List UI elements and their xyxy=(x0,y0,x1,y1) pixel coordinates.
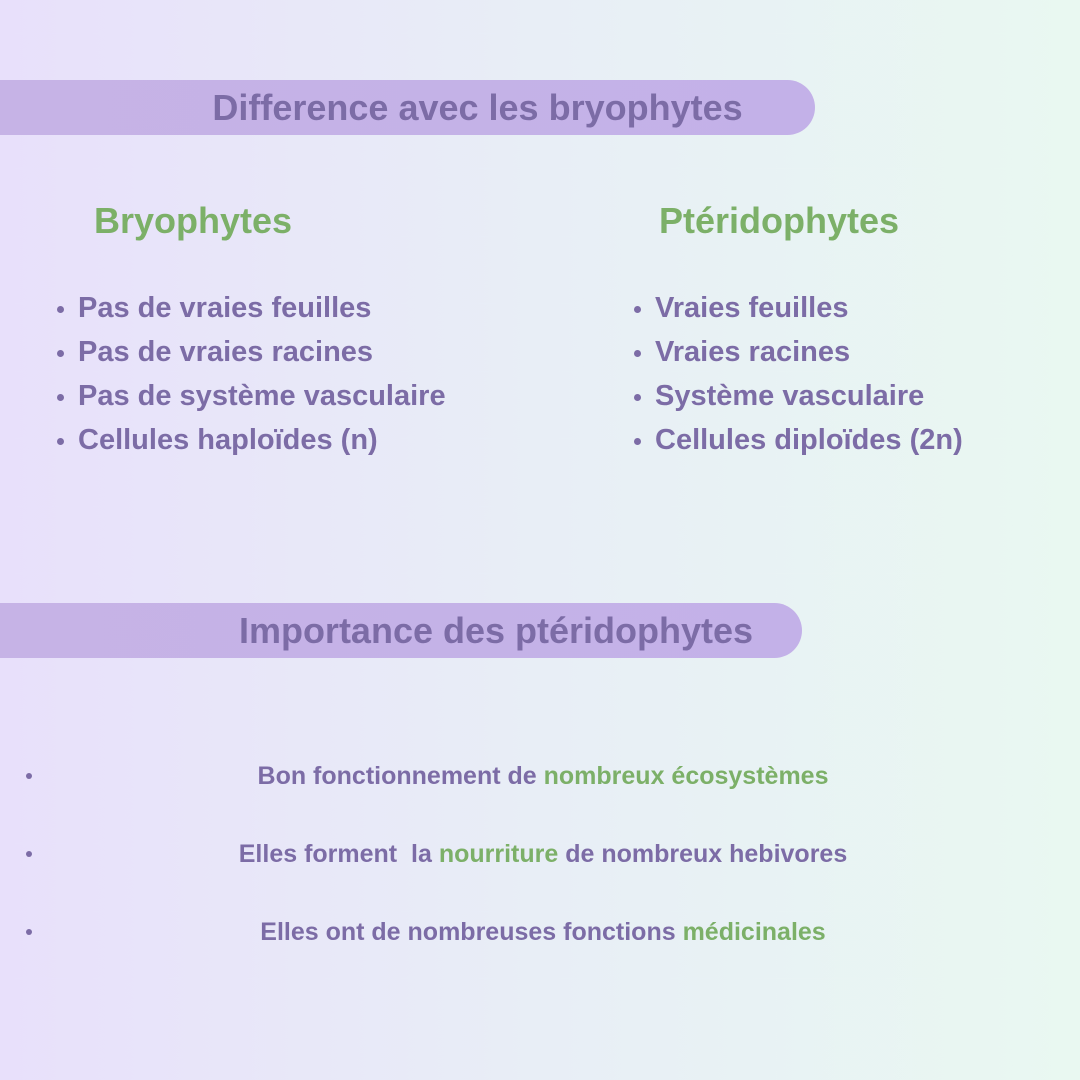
bryophytes-title: Bryophytes xyxy=(94,200,293,241)
bryophytes-list-item: Cellules haploïdes (n) xyxy=(54,418,446,462)
pteridophytes-list-item: Vraies feuilles xyxy=(631,286,963,330)
importance-text-highlight: médicinales xyxy=(682,918,826,946)
section-heading-difference xyxy=(0,80,815,135)
pteridophytes-title: Ptéridophytes xyxy=(659,200,900,241)
importance-text-plain: Elles ont de nombreuses fonctions xyxy=(260,918,683,946)
bryophytes-list-item: Pas de vraies feuilles xyxy=(54,286,446,330)
bryophytes-list xyxy=(54,286,446,462)
importance-text-highlight: nombreux écosystèmes xyxy=(543,762,829,790)
importance-item-text xyxy=(0,834,1080,874)
importance-text-highlight: nourriture xyxy=(438,840,559,868)
importance-item xyxy=(0,912,1080,952)
importance-text-plain: Bon fonctionnement de xyxy=(257,762,544,790)
importance-item-text xyxy=(0,912,1080,952)
importance-item xyxy=(0,756,1080,796)
bryophytes-list-item: Pas de système vasculaire xyxy=(54,374,446,418)
section-heading-importance-text: Importance des ptéridophytes xyxy=(238,609,754,651)
pteridophytes-list xyxy=(631,286,963,462)
importance-item xyxy=(0,834,1080,874)
section-heading-importance xyxy=(0,603,802,658)
pteridophytes-list-item: Cellules diploïdes (2n) xyxy=(631,418,963,462)
section-heading-difference-text: Difference avec les bryophytes xyxy=(212,86,743,128)
importance-text-plain: Elles forment la xyxy=(238,840,439,868)
pteridophytes-list-item: Vraies racines xyxy=(631,330,963,374)
importance-text-plain: de nombreux hebivores xyxy=(558,840,848,868)
importance-item-text xyxy=(0,756,1080,796)
bryophytes-list-item: Pas de vraies racines xyxy=(54,330,446,374)
pteridophytes-list-item: Système vasculaire xyxy=(631,374,963,418)
